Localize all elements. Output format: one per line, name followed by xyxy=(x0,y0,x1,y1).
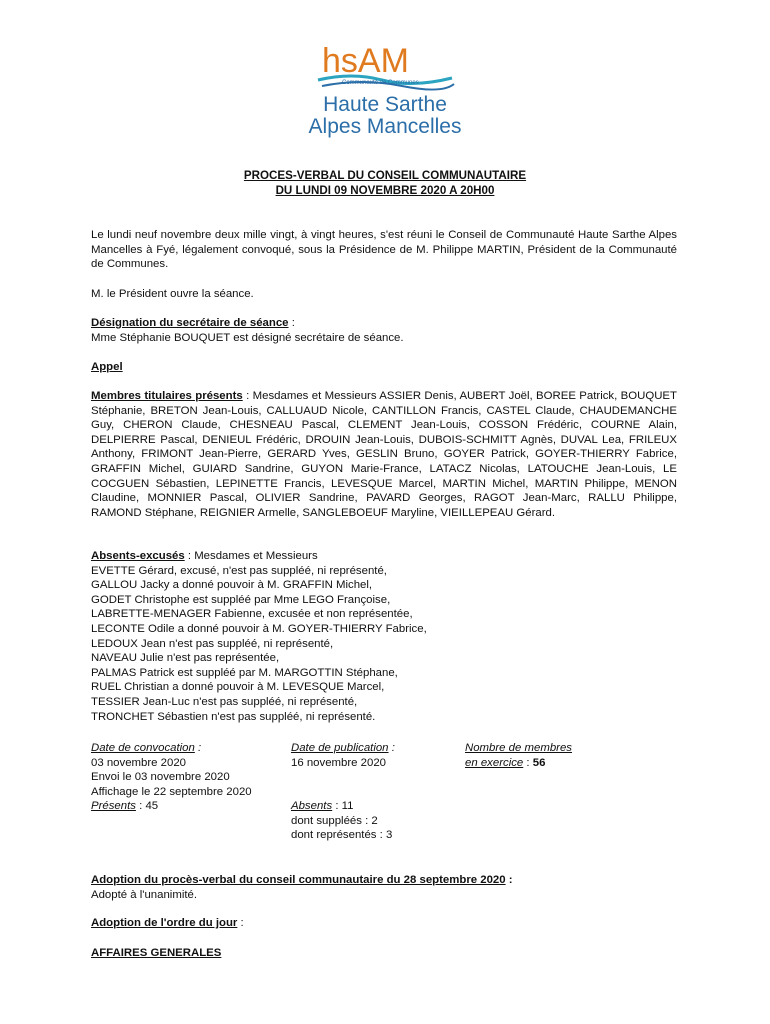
absents-count-value: : 11 xyxy=(332,800,354,813)
adoption-pv-heading: Adoption du procès-verbal du conseil communautaire du 28 septembre 2020 xyxy=(91,874,506,886)
absent-line: PALMAS Patrick est suppléé par M. MARGOTTIN Stéphane, xyxy=(91,666,398,679)
publication-value: 16 novembre 2020 xyxy=(291,756,386,769)
absent-line: LABRETTE-MENAGER Fabienne, excusée et non représentée, xyxy=(91,608,413,621)
appel-heading: Appel xyxy=(91,361,123,373)
page-title-line-1: PROCES-VERBAL DU CONSEIL COMMUNAUTAIRE xyxy=(243,169,527,182)
publication-column xyxy=(291,741,395,843)
convocation-column xyxy=(91,741,252,814)
members-count-label-2: en exercice xyxy=(465,756,524,769)
absents-count-label: Absents xyxy=(291,800,333,813)
hsam-logo-mark-icon xyxy=(312,42,458,94)
absent-line: RUEL Christian a donné pouvoir à M. LEVESQUE Marcel, xyxy=(91,681,385,694)
members-count-value: 56 xyxy=(532,756,546,769)
absent-line: LECONTE Odile a donné pouvoir à M. GOYER-THIERRY Fabrice, xyxy=(91,622,427,635)
members-paragraph xyxy=(91,389,677,520)
secretary-text: Mme Stéphanie BOUQUET est désigné secrétaire de séance. xyxy=(91,331,404,344)
members-count-sep: : xyxy=(523,756,533,769)
absent-line: NAVEAU Julie n'est pas représentée, xyxy=(91,652,280,665)
supplees-text: dont suppléés : 2 xyxy=(291,814,378,827)
adoption-pv-text: Adopté à l'unanimité. xyxy=(91,888,198,901)
absent-line: EVETTE Gérard, excusé, n'est pas suppléé, ni représenté, xyxy=(91,564,387,577)
members-text: : Mesdames et Messieurs ASSIER Denis, AUBERT Joël, BOREE Patrick, BOUQUET Stéphanie, BRETON Jean-Louis, CALLUAUD Nicole, CANTILLON Francis, CASTEL Claude, CHAUDEMANCHE Guy, CHERON Claude, CHESNEAU Pascal, CLEMENT Jean-Louis, COSSON Frédéric, COURNE Alain, DELPIERRE Pascal, DENIEUL Frédéric, DROUIN Jean-Louis, DUBOIS-SCHMITT Agnès, DUVAL Lea, FRILEUX Anthony, FRIMONT Jean-Pierre, GERARD Yves, GESLIN Bruno, GOYER Patrick, GOYER-THIERRY Fabrice, GRAFFIN Michel, GUIARD Sandrine, GUYON Marie-France, LATACZ Nicolas, LATOUCHE Jean-Louis, LE COCGUEN Sébastien, LEPINETTE Francis, LEVESQUE Marcel, MARTIN Michel, MARTIN Philippe, MENON Claudine, MONNIER Pascal, OLIVIER Sandrine, PAVARD Georges, RAGOT Jean-Marc, RALLU Philippe, RAMOND Stéphane, REIGNIER Armelle, SANGLEBOEUF Maryline, VIEILLEPEAU Gérard. xyxy=(91,390,677,519)
absents-suffix: : Mesdames et Messieurs xyxy=(184,550,318,562)
adoption-odj-section xyxy=(91,916,677,931)
publication-suffix: : xyxy=(388,742,395,754)
absents-section xyxy=(91,549,677,724)
logo xyxy=(300,42,470,142)
members-count-column xyxy=(465,741,572,770)
adoption-odj-heading: Adoption de l'ordre du jour xyxy=(91,917,238,929)
secretary-section xyxy=(91,316,677,345)
logo-mark-text: hsAM xyxy=(322,42,409,80)
logo-line-1: Haute Sarthe xyxy=(323,93,447,116)
convocation-value: 03 novembre 2020 xyxy=(91,756,186,769)
affichage-text: Affichage le 22 septembre 2020 xyxy=(91,785,252,798)
presents-value: : 45 xyxy=(135,800,159,813)
absent-line: LEDOUX Jean n'est pas suppléé, ni représenté, xyxy=(91,637,334,650)
adoption-pv-section xyxy=(91,873,677,902)
logo-tagline: Communauté de Communes xyxy=(342,80,419,86)
publication-label: Date de publication xyxy=(291,742,389,754)
absent-line: TESSIER Jean-Luc n'est pas suppléé, ni représenté, xyxy=(91,695,358,708)
page-title-line-2: DU LUNDI 09 NOVEMBRE 2020 A 20H00 xyxy=(275,184,495,197)
absent-line: TRONCHET Sébastien n'est pas suppléé, ni représenté. xyxy=(91,710,376,723)
envoi-text: Envoi le 03 novembre 2020 xyxy=(91,771,230,784)
representes-text: dont représentés : 3 xyxy=(291,829,393,842)
logo-line-2: Alpes Mancelles xyxy=(308,115,462,138)
affaires-generales-heading: AFFAIRES GENERALES xyxy=(91,947,222,959)
members-heading: Membres titulaires présents xyxy=(91,390,243,402)
secretary-colon: : xyxy=(288,317,295,329)
adoption-odj-colon: : xyxy=(237,917,244,929)
adoption-pv-colon: : xyxy=(505,874,513,886)
intro-paragraph: Le lundi neuf novembre deux mille vingt, à vingt heures, s'est réuni le Conseil de Communauté Haute Sarthe Alpes Mancelles à Fyé, légalement convoqué, sous la Présidence de M. Philippe MARTIN, Président de la Communauté de Communes. xyxy=(91,229,677,271)
opening-paragraph: M. le Président ouvre la séance. xyxy=(91,288,254,300)
members-count-label-1: Nombre de membres xyxy=(465,742,572,754)
secretary-heading: Désignation du secrétaire de séance xyxy=(91,317,289,329)
absent-line: GALLOU Jacky a donné pouvoir à M. GRAFFIN Michel, xyxy=(91,579,373,592)
absents-heading: Absents-excusés xyxy=(91,550,185,562)
presents-label: Présents xyxy=(91,800,136,813)
convocation-label: Date de convocation xyxy=(91,742,195,754)
absent-line: GODET Christophe est suppléé par Mme LEGO Françoise, xyxy=(91,593,391,606)
convocation-suffix: : xyxy=(194,742,202,754)
